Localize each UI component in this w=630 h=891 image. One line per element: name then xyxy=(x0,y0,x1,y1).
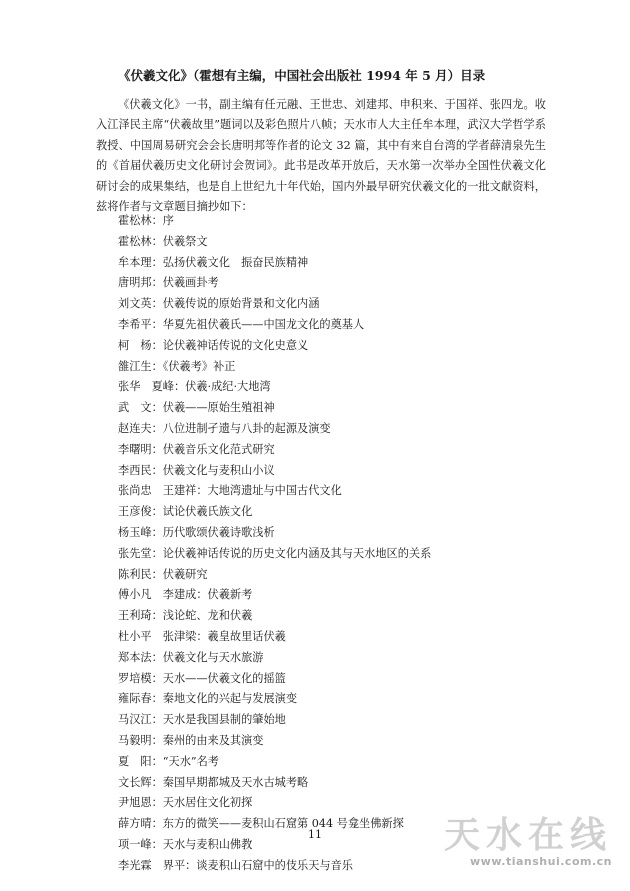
entry-separator: ： xyxy=(151,317,163,331)
entry-title: 天水居住文化初探 xyxy=(162,796,253,810)
entry-title: 伏羲——原始生殖祖神 xyxy=(162,401,275,415)
entry-author: 杨玉峰 xyxy=(118,525,152,539)
entry-author: 武 文 xyxy=(118,401,152,415)
entry-author: 李曙明 xyxy=(118,442,152,456)
entry-author: 陈利民 xyxy=(118,567,152,581)
entry-separator: ： xyxy=(151,505,163,519)
toc-entry xyxy=(118,315,548,336)
entry-title: 论伏羲神话传说的历史文化内涵及其与天水地区的关系 xyxy=(162,546,432,560)
toc-entry xyxy=(118,523,548,544)
toc-entry xyxy=(118,606,548,627)
entry-author: 项一峰 xyxy=(118,837,152,851)
entry-author: 霍松林 xyxy=(118,234,152,248)
entry-author: 薛方晴 xyxy=(118,817,152,831)
entry-separator: ： xyxy=(196,484,208,498)
document-title: 《伏羲文化》（霍想有主编，中国社会出版社 1994 年 5 月）目录 xyxy=(118,68,486,83)
intro-text: 《伏羲文化》一书，副主编有任元融、王世忠、刘建邦、申积来、于国祥、张四龙。收入江泽民主席“伏羲故里”题词以及彩色照片八帧；天水市人大主任牟本理，武汉大学哲学系教授、中国周易研究会会长唐明邦等作者的论文 32 篇，其中有来自台湾的学者薛清泉先生的《首届伏羲历史文化研讨会贺词》。此书是改革开放后，天水第一次举办全国性伏羲文化研讨会的成果集结，也是自上世纪九十年代始，国内外最早研究伏羲文化的一批文献资料，兹将作者与文章题目摘抄如下： xyxy=(96,98,546,214)
entry-separator: ： xyxy=(151,754,163,768)
entry-author: 马汉江 xyxy=(118,713,152,727)
entry-title: 伏羲研究 xyxy=(162,567,208,581)
toc-entry xyxy=(118,544,548,565)
entry-author: 马毅明 xyxy=(118,733,152,747)
entry-author: 尹旭恩 xyxy=(118,796,152,810)
entry-separator: ： xyxy=(151,546,163,560)
entry-title: 秦国早期都城及天水古城考略 xyxy=(162,775,309,789)
entry-author: 李光霖 界平 xyxy=(118,858,186,872)
watermark-url: www.tianshui.com.cn xyxy=(470,855,612,868)
entry-title: 伏羲祭文 xyxy=(162,234,208,248)
entry-separator: ： xyxy=(151,671,163,685)
entry-title: 羲皇故里话伏羲 xyxy=(207,629,286,643)
entry-title: 大地湾遗址与中国古代文化 xyxy=(207,484,342,498)
entry-separator: ： xyxy=(151,692,163,706)
entry-title: 天水——伏羲文化的摇篮 xyxy=(162,671,286,685)
toc-entry xyxy=(118,752,548,773)
entry-author: 王利琦 xyxy=(118,609,152,623)
entry-author: 柯 杨 xyxy=(118,338,152,352)
entry-separator: ： xyxy=(151,276,163,290)
entry-separator: ： xyxy=(151,817,163,831)
toc-entry xyxy=(118,273,548,294)
toc-entry xyxy=(118,461,548,482)
toc-entry xyxy=(118,398,548,419)
entry-separator: ： xyxy=(151,733,163,747)
entry-author: 雍际春 xyxy=(118,692,152,706)
entry-title: 谈麦积山石窟中的伎乐天与音乐 xyxy=(196,858,353,872)
toc-entry xyxy=(118,336,548,357)
entry-title: 弘扬伏羲文化 振奋民族精神 xyxy=(162,255,309,269)
entry-separator: ： xyxy=(151,609,163,623)
toc-entry xyxy=(118,232,548,253)
entry-author: 牟本理 xyxy=(118,255,152,269)
entry-author: 张先堂 xyxy=(118,546,152,560)
entry-author: 郑本法 xyxy=(118,650,152,664)
toc-entry xyxy=(118,669,548,690)
entry-author: 王彦俊 xyxy=(118,505,152,519)
entry-author: 张华 夏峰 xyxy=(118,380,174,394)
entry-title: 伏羲文化与天水旅游 xyxy=(162,650,264,664)
entry-title: 《伏羲考》补正 xyxy=(162,359,236,373)
entry-author: 刘文英 xyxy=(118,297,152,311)
entry-author: 李希平 xyxy=(118,317,152,331)
entry-title: 伏羲画卦考 xyxy=(162,276,219,290)
entry-title: 八位进制孑遗与八卦的起源及演变 xyxy=(162,421,331,435)
toc-entry xyxy=(118,377,548,398)
toc-entry xyxy=(118,211,548,232)
entry-separator: ： xyxy=(151,463,163,477)
entry-separator: ： xyxy=(151,775,163,789)
entry-author: 雒江生 xyxy=(118,359,152,373)
entry-separator: ： xyxy=(151,650,163,664)
toc-entry xyxy=(118,502,548,523)
toc-entry xyxy=(118,773,548,794)
entry-separator: ： xyxy=(151,338,163,352)
toc-entry xyxy=(118,357,548,378)
entry-separator: ： xyxy=(151,525,163,539)
toc-entry xyxy=(118,627,548,648)
entry-author: 张尚忠 王建祥 xyxy=(118,484,197,498)
entry-author: 唐明邦 xyxy=(118,276,152,290)
entry-separator: ： xyxy=(151,421,163,435)
entry-title: 序 xyxy=(162,214,174,227)
page-number: 11 xyxy=(308,828,322,841)
entry-separator: ： xyxy=(151,713,163,727)
entry-separator: ： xyxy=(151,214,163,227)
entry-title: 伏羲传说的原始背景和文化内涵 xyxy=(162,297,320,311)
entry-title: 论伏羲神话传说的文化史意义 xyxy=(162,338,309,352)
entry-separator: ： xyxy=(196,588,208,602)
table-of-contents xyxy=(118,211,548,877)
entry-title: 试论伏羲氏族文化 xyxy=(162,505,253,519)
entry-title: 浅论蛇、龙和伏羲 xyxy=(162,609,253,623)
entry-title: 伏羲文化与麦积山小议 xyxy=(162,463,275,477)
toc-entry xyxy=(118,565,548,586)
entry-author: 霍松林 xyxy=(118,214,152,227)
entry-title: 东方的微笑——麦积山石窟第 044 号龛坐佛新探 xyxy=(162,817,404,831)
entry-author: 罗培模 xyxy=(118,671,152,685)
entry-title: 伏羲新考 xyxy=(207,588,253,602)
entry-title: 伏羲·成纪·大地湾 xyxy=(185,380,271,394)
entry-title: “天水”名考 xyxy=(162,754,219,768)
entry-separator: ： xyxy=(185,858,197,872)
entry-separator: ： xyxy=(151,297,163,311)
entry-separator: ： xyxy=(151,796,163,810)
entry-separator: ： xyxy=(173,380,186,394)
entry-author: 夏 阳 xyxy=(118,754,152,768)
toc-entry xyxy=(118,731,548,752)
toc-entry xyxy=(118,440,548,461)
entry-title: 天水是我国县制的肇始地 xyxy=(162,713,286,727)
entry-separator: ： xyxy=(196,629,208,643)
watermark-logo: 天水在线 xyxy=(443,815,612,856)
toc-entry xyxy=(118,253,548,274)
intro-paragraph xyxy=(96,95,546,217)
entry-author: 文长辉 xyxy=(118,775,152,789)
entry-title: 历代歌颂伏羲诗歌浅析 xyxy=(162,525,275,539)
entry-author: 赵连夫 xyxy=(118,421,152,435)
entry-title: 秦地文化的兴起与发展演变 xyxy=(162,692,298,706)
entry-title: 天水与麦积山佛教 xyxy=(162,837,253,851)
entry-author: 李西民 xyxy=(118,463,152,477)
toc-entry xyxy=(118,481,548,502)
entry-separator: ： xyxy=(151,359,163,373)
entry-author: 傅小凡 李建成 xyxy=(118,588,197,602)
entry-separator: ： xyxy=(151,234,163,248)
toc-entry xyxy=(118,689,548,710)
toc-entry xyxy=(118,294,548,315)
entry-title: 伏羲音乐文化范式研究 xyxy=(162,442,275,456)
toc-entry xyxy=(118,793,548,814)
watermark xyxy=(422,817,612,877)
entry-author: 杜小平 张津梁 xyxy=(118,629,197,643)
entry-title: 华夏先祖伏羲氏——中国龙文化的奠基人 xyxy=(162,317,365,331)
entry-separator: ： xyxy=(151,255,163,269)
entry-separator: ： xyxy=(151,401,163,415)
toc-entry xyxy=(118,648,548,669)
toc-entry xyxy=(118,419,548,440)
entry-title: 秦州的由来及其演变 xyxy=(162,733,264,747)
entry-separator: ： xyxy=(151,837,163,851)
toc-entry xyxy=(118,585,548,606)
toc-entry xyxy=(118,710,548,731)
entry-separator: ： xyxy=(151,442,163,456)
entry-separator: ： xyxy=(151,567,163,581)
